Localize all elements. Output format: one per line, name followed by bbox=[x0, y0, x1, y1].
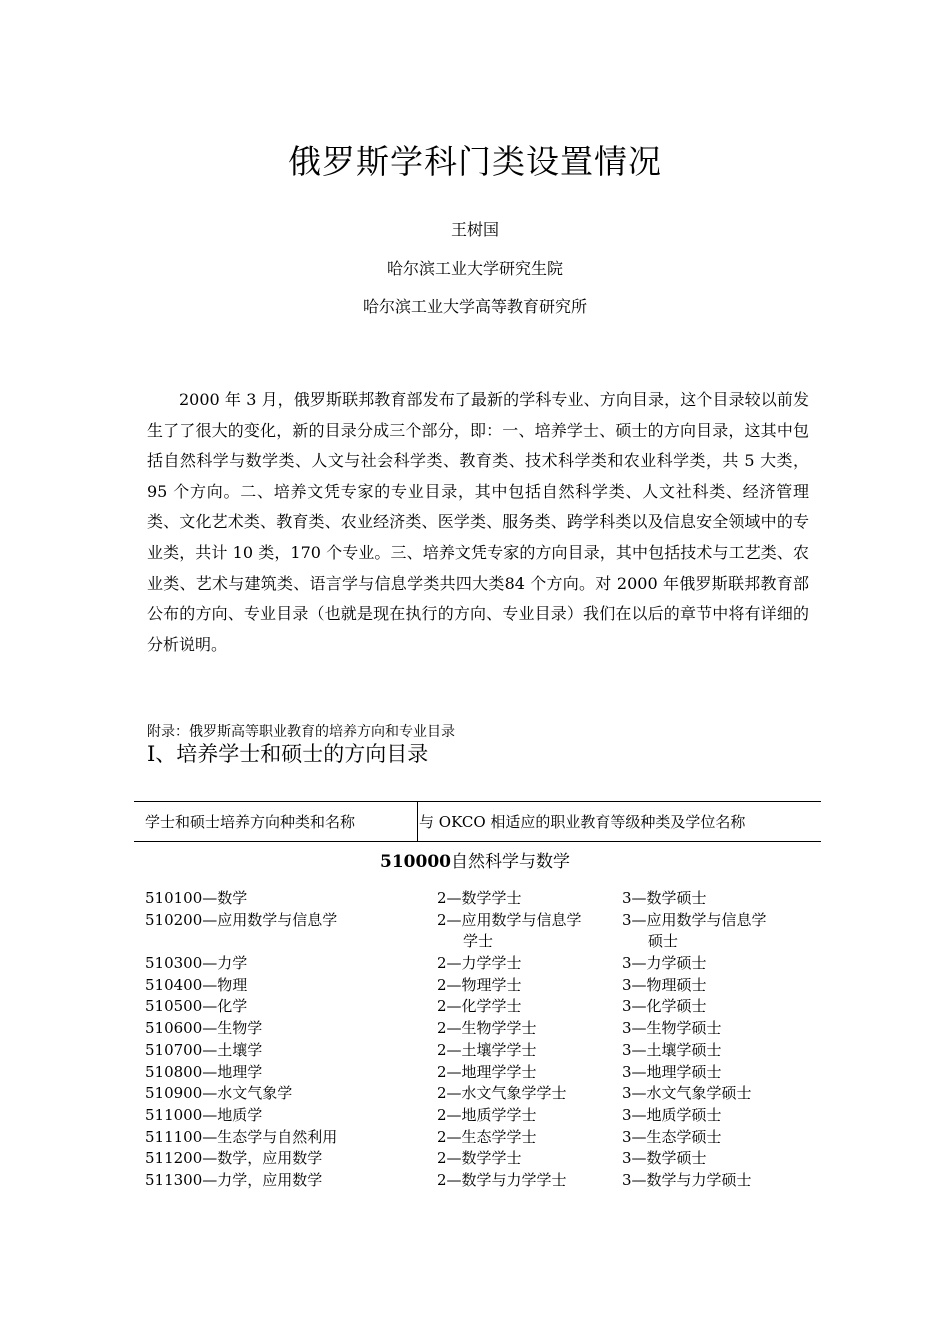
master-degree: 3—土壤学硕士 bbox=[622, 1040, 722, 1059]
direction-code: 511100—生态学与自然利用 bbox=[145, 1127, 338, 1146]
direction-code: 510300—力学 bbox=[145, 954, 248, 973]
bachelor-degree-line2: 学士 bbox=[463, 932, 494, 951]
master-degree: 3—数学与力学硕士 bbox=[622, 1170, 752, 1189]
master-degree-line1: 3—应用数学与信息学 bbox=[622, 910, 767, 929]
master-degree: 3—数学硕士 bbox=[622, 889, 707, 907]
direction-code: 511000—地质学 bbox=[145, 1105, 263, 1124]
direction-code: 511200—数学，应用数学 bbox=[145, 1149, 323, 1168]
list-item bbox=[0, 1083, 950, 1105]
list-item bbox=[0, 1062, 950, 1084]
body-paragraph: 2000 年 3 月，俄罗斯联邦教育部发布了最新的学科专业、方向目录，这个目录较以前发生了了很大的变化，新的目录分成三个部分，即：一、培养学士、硕士的方向目录，这其中包括自然科学与数学类、人文与社会科学类、教育类、技术科学类和农业科学类，共 5 大类，95 个方向。二、培养文凭专家的专业目录，其中包括自然科学类、人文社科类、经济管理类、文化艺术类、教育类、农业经济类、医学类、服务类、跨学科类以及信息安全领域中的专业类，共计 10 类，170 个专业。三、培养文凭专家的方向目录，其中包括技术与工艺类、农业类、艺术与建筑类、语言学与信息学类共四大类84 个方向。对 2000 年俄罗斯联邦教育部公布的方向、专业目录（也就是现在执行的方向、专业目录）我们在以后的章节中将有详细的分析说明。 bbox=[147, 390, 809, 654]
category-code: 510000 bbox=[380, 852, 451, 872]
list-item bbox=[0, 1170, 950, 1192]
direction-code: 510200—应用数学与信息学 bbox=[145, 910, 338, 929]
bachelor-degree: 2—数学学士 bbox=[437, 889, 522, 907]
affiliation-graduate-school: 哈尔滨工业大学研究生院 bbox=[386, 259, 563, 278]
bachelor-degree: 2—生态学学士 bbox=[437, 1127, 537, 1146]
direction-code: 510600—生物学 bbox=[145, 1019, 263, 1038]
bachelor-degree: 2—力学学士 bbox=[437, 954, 522, 973]
appendix-label: 附录：俄罗斯高等职业教育的培养方向和专业目录 bbox=[147, 724, 455, 740]
bachelor-degree: 2—物理学士 bbox=[437, 975, 522, 994]
bachelor-degree: 2—化学学士 bbox=[437, 997, 522, 1016]
table-header-col2: 与 OKCO 相适应的职业教育等级种类及学位名称 bbox=[419, 813, 746, 831]
master-degree: 3—生态学硕士 bbox=[622, 1127, 722, 1146]
master-degree: 3—化学硕士 bbox=[622, 997, 707, 1016]
direction-code: 510500—化学 bbox=[145, 997, 248, 1016]
list-item bbox=[0, 975, 950, 997]
category-name: 自然科学与数学 bbox=[450, 852, 570, 872]
bachelor-degree: 2—生物学学士 bbox=[437, 1019, 537, 1038]
direction-code: 511300—力学，应用数学 bbox=[145, 1170, 323, 1189]
bachelor-degree: 2—水文气象学学士 bbox=[437, 1084, 567, 1103]
section-title: Ⅰ、培养学士和硕士的方向目录 bbox=[147, 742, 429, 766]
direction-code: 510800—地理学 bbox=[145, 1062, 263, 1081]
list-item bbox=[0, 1105, 950, 1127]
master-degree: 3—地理学硕士 bbox=[622, 1062, 722, 1081]
category-heading bbox=[0, 850, 950, 874]
master-degree-line2: 硕士 bbox=[648, 932, 679, 951]
author: 王树国 bbox=[450, 220, 499, 239]
bachelor-degree: 2—数学学士 bbox=[437, 1149, 522, 1168]
table-header-divider bbox=[417, 801, 418, 841]
list-item bbox=[0, 888, 950, 910]
bachelor-degree: 2—数学与力学学士 bbox=[437, 1170, 567, 1189]
direction-code: 510900—水文气象学 bbox=[145, 1084, 293, 1103]
table-header-bottom-rule bbox=[134, 841, 821, 842]
direction-list bbox=[0, 888, 950, 1192]
list-item bbox=[0, 1127, 950, 1149]
list-item bbox=[0, 1040, 950, 1062]
master-degree: 3—水文气象学硕士 bbox=[622, 1084, 752, 1103]
direction-code: 510100—数学 bbox=[145, 889, 248, 907]
bachelor-degree bbox=[437, 910, 607, 953]
master-degree bbox=[622, 910, 792, 953]
master-degree: 3—力学硕士 bbox=[622, 954, 707, 973]
table-header-col1: 学士和硕士培养方向种类和名称 bbox=[145, 813, 356, 831]
list-item bbox=[0, 953, 950, 975]
direction-code: 510700—土壤学 bbox=[145, 1040, 263, 1059]
bachelor-degree: 2—地质学学士 bbox=[437, 1105, 537, 1124]
bachelor-degree: 2—地理学学士 bbox=[437, 1062, 537, 1081]
bachelor-degree-line1: 2—应用数学与信息学 bbox=[437, 910, 582, 929]
master-degree: 3—物理硕士 bbox=[622, 975, 707, 994]
master-degree: 3—数学硕士 bbox=[622, 1149, 707, 1168]
affiliation-institute: 哈尔滨工业大学高等教育研究所 bbox=[362, 297, 587, 316]
list-item bbox=[0, 996, 950, 1018]
table-top-rule bbox=[134, 801, 821, 802]
direction-code: 510400—物理 bbox=[145, 975, 248, 994]
list-item bbox=[0, 910, 950, 953]
bachelor-degree: 2—土壤学学士 bbox=[437, 1040, 537, 1059]
document-title: 俄罗斯学科门类设置情况 bbox=[288, 142, 662, 181]
master-degree: 3—地质学硕士 bbox=[622, 1105, 722, 1124]
list-item bbox=[0, 1018, 950, 1040]
master-degree: 3—生物学硕士 bbox=[622, 1019, 722, 1038]
list-item bbox=[0, 1148, 950, 1170]
